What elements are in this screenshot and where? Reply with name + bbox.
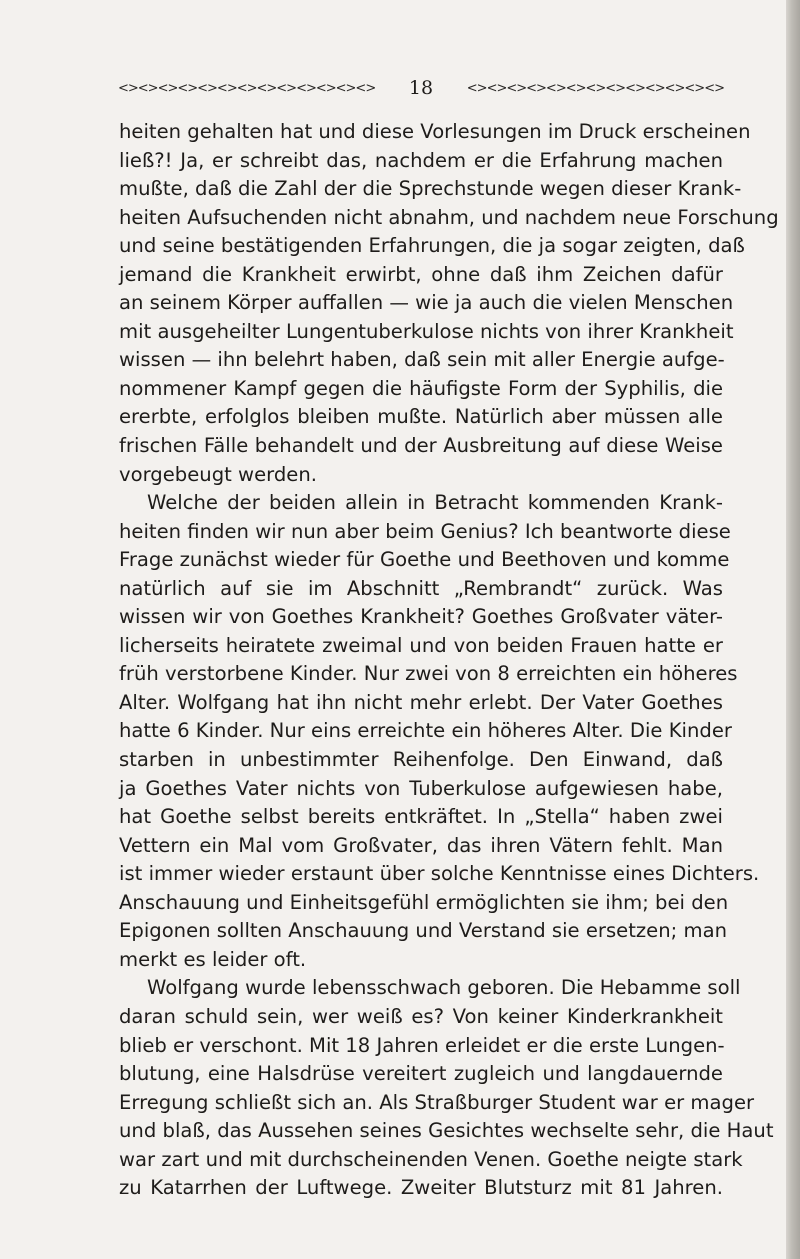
text-line: Vettern ein Mal vom Großvater, das ihren Vätern fehlt. Man xyxy=(119,833,723,857)
paragraph xyxy=(119,118,779,489)
text-line: licherseits heiratete zweimal und von beiden Frauen hatte er xyxy=(119,633,723,657)
text-line: jemand die Krankheit erwirbt, ohne daß ihm Zeichen dafür xyxy=(119,262,723,286)
text-line: hatte 6 Kinder. Nur eins erreichte ein höheres Alter. Die Kinder xyxy=(119,719,732,743)
header-ornament-left: <><><><><><><><><><><><><> xyxy=(118,80,376,96)
page-edge-shadow xyxy=(786,0,800,1259)
text-line: ja Goethes Vater nichts von Tuberkulose aufgewiesen habe, xyxy=(119,776,723,800)
text-line: nommener Kampf gegen die häufigste Form der Syphilis, die xyxy=(119,376,723,400)
text-line: Alter. Wolfgang hat ihn nicht mehr erlebt. Der Vater Goethes xyxy=(119,690,723,714)
text-line: wissen wir von Goethes Krankheit? Goethes Großvater väter- xyxy=(119,605,723,629)
text-line: ließ?! Ja, er schreibt das, nachdem er die Erfahrung machen xyxy=(119,148,723,172)
page-number: 18 xyxy=(408,77,434,99)
text-line: blutung, eine Halsdrüse vereitert zugleich und langdauernde xyxy=(119,1062,723,1086)
text-line: früh verstorbene Kinder. Nur zwei von 8 erreichten ein höheres xyxy=(119,662,738,686)
text-line: starben in unbestimmter Reihenfolge. Den Einwand, daß xyxy=(119,748,723,772)
text-line: war zart und mit durchscheinenden Venen. Goethe neigte stark xyxy=(119,1147,743,1171)
paragraph xyxy=(119,489,760,974)
text-line: Wolfgang wurde lebensschwach geboren. Die Hebamme soll xyxy=(147,976,741,1000)
text-line: zu Katarrhen der Luftwege. Zweiter Blutsturz mit 81 Jahren. xyxy=(119,1176,723,1200)
text-line: blieb er verschont. Mit 18 Jahren erleidet er die erste Lungen- xyxy=(119,1033,725,1057)
text-line: heiten finden wir nun aber beim Genius? Ich beantworte diese xyxy=(119,519,731,543)
text-line: mit ausgeheilter Lungentuberkulose nichts von ihrer Krankheit xyxy=(119,319,734,343)
text-line: an seinem Körper auffallen — wie ja auch die vielen Menschen xyxy=(119,291,734,315)
text-line: hat Goethe selbst bereits entkräftet. In „Stella“ haben zwei xyxy=(119,805,723,829)
text-line: und seine bestätigenden Erfahrungen, die ja sogar zeigten, daß xyxy=(119,234,745,258)
text-line: daran schuld sein, wer weiß es? Von keiner Kinderkrankheit xyxy=(119,1004,723,1028)
page-header xyxy=(118,76,724,100)
text-line: Erregung schließt sich an. Als Straßburger Student war er mager xyxy=(119,1090,755,1114)
text-line: Welche der beiden allein in Betracht kommenden Krank- xyxy=(147,491,723,515)
text-line: mußte, daß die Zahl der die Sprechstunde wegen dieser Krank- xyxy=(119,177,742,201)
header-ornament-right: <><><><><><><><><><><><><> xyxy=(466,80,724,96)
text-line: merkt es leider oft. xyxy=(119,947,307,971)
text-line: ererbte, erfolglos bleiben mußte. Natürlich aber müssen alle xyxy=(119,405,723,429)
text-line: ist immer wieder erstaunt über solche Kenntnisse eines Dichters. xyxy=(119,862,760,886)
text-line: natürlich auf sie im Abschnitt „Rembrandt“ zurück. Was xyxy=(119,576,723,600)
text-line: und blaß, das Aussehen seines Gesichtes wechselte sehr, die Haut xyxy=(119,1119,774,1143)
paragraph xyxy=(119,974,774,1202)
text-line: Frage zunächst wieder für Goethe und Beethoven und komme xyxy=(119,548,730,572)
text-line: heiten gehalten hat und diese Vorlesungen im Druck erscheinen xyxy=(119,120,751,143)
body-text xyxy=(119,118,779,1203)
text-line: frischen Fälle behandelt und der Ausbreitung auf diese Weise xyxy=(119,434,723,458)
text-line: vorgebeugt werden. xyxy=(119,462,317,486)
text-line: wissen — ihn belehrt haben, daß sein mit aller Energie aufge- xyxy=(119,348,725,372)
text-line: Epigonen sollten Anschauung und Verstand sie ersetzen; man xyxy=(119,919,727,943)
text-line: heiten Aufsuchenden nicht abnahm, und nachdem neue Forschung xyxy=(119,205,779,229)
text-line: Anschauung und Einheitsgefühl ermöglichten sie ihm; bei den xyxy=(119,890,729,914)
